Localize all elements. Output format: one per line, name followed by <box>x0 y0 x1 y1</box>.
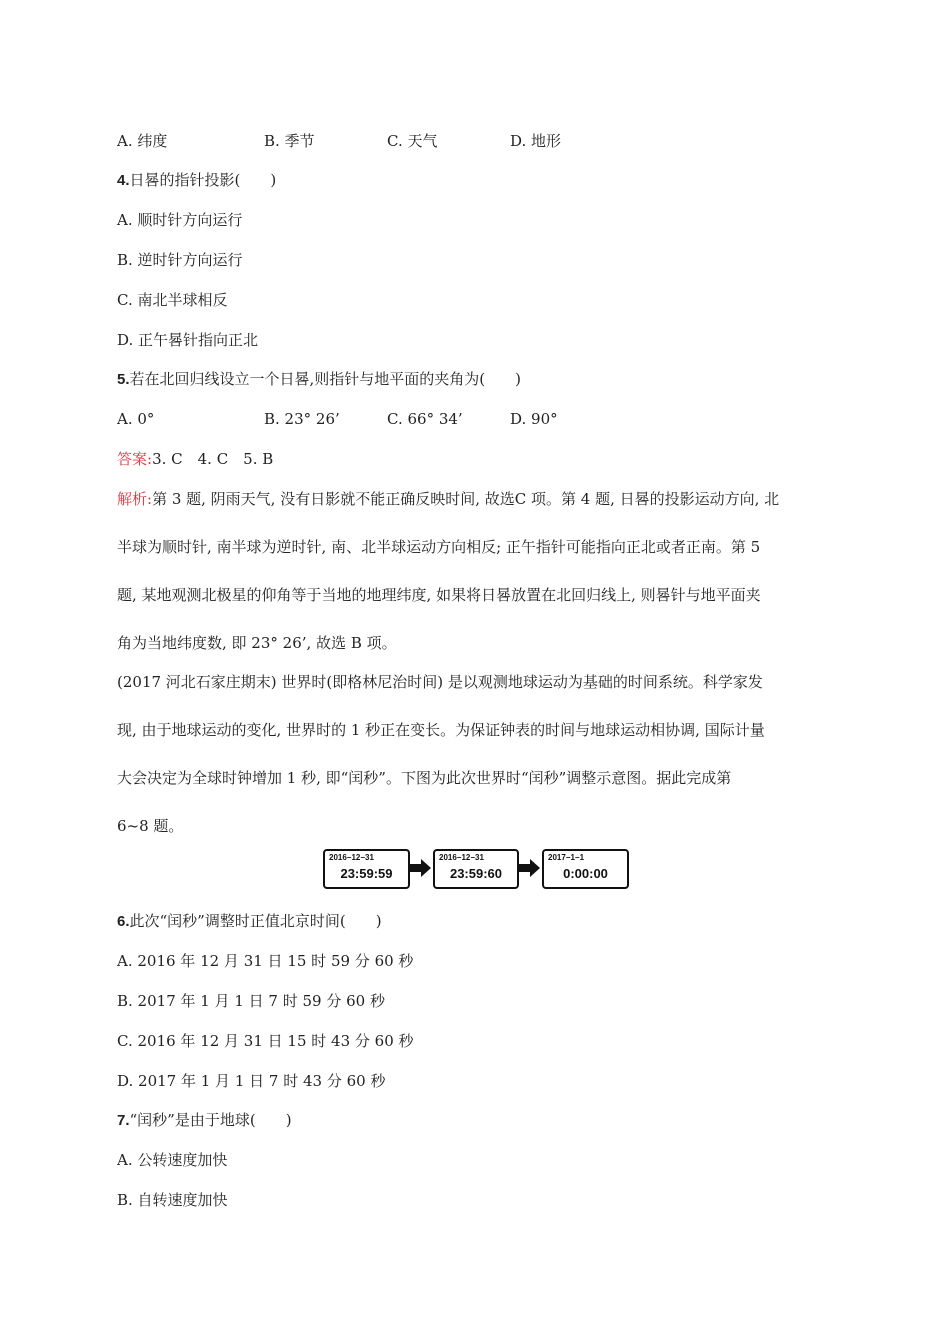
analysis-line-1 <box>117 489 833 509</box>
q5-stem <box>117 369 521 390</box>
q7-text: “闰秒”是由于地球( ) <box>129 1111 292 1129</box>
arrow-right-icon <box>408 858 432 878</box>
q7-option-a: A. 公转速度加快 <box>117 1151 228 1169</box>
analysis-text-1: 第 3 题, 阴雨天气, 没有日影就不能正确反映时间, 故选C 项。第 4 题, 日晷的投影运动方向, 北 <box>152 490 780 508</box>
q4-text: 日晷的指针投影( ) <box>129 171 277 189</box>
analysis-line-3: 题, 某地观测北极星的仰角等于当地的地理纬度, 如果将日晷放置在北回归线上, 则晷针与地平面夹 <box>117 586 761 604</box>
q4-stem <box>117 170 276 191</box>
q6-option-d: D. 2017 年 1 月 1 日 7 时 43 分 60 秒 <box>117 1072 386 1090</box>
clock-2-date: 2016−12−31 <box>439 853 484 862</box>
q5-option-a: A. 0° <box>117 410 155 428</box>
q6-option-a: A. 2016 年 12 月 31 日 15 时 59 分 60 秒 <box>117 952 414 970</box>
passage-line-3: 大会决定为全球时钟增加 1 秒, 即“闰秒”。下图为此次世界时“闰秒”调整示意图。据此完成第 <box>117 769 732 787</box>
q7-stem <box>117 1110 292 1131</box>
q7-number: 7. <box>117 1112 130 1129</box>
passage-line-2: 现, 由于地球运动的变化, 世界时的 1 秒正在变长。为保证钟表的时间与地球运动相协调, 国际计量 <box>117 721 765 739</box>
q5-text: 若在北回归线设立一个日晷,则指针与地平面的夹角为( ) <box>129 370 521 388</box>
clock-1-time: 23:59:59 <box>340 866 393 881</box>
q5-number: 5. <box>117 371 130 388</box>
q5-option-d: D. 90° <box>510 410 558 428</box>
analysis-line-2: 半球为顺时针, 南半球为逆时针, 南、北半球运动方向相反; 正午指针可能指向正北或者正南。第 5 <box>117 538 761 556</box>
answer-label: 答案: <box>117 450 153 468</box>
q4-option-a: A. 顺时针方向运行 <box>117 211 243 229</box>
passage-line-4: 6~8 题。 <box>117 817 184 835</box>
arrow-right-icon <box>517 858 541 878</box>
answer-text: 3. C 4. C 5. B <box>152 450 274 468</box>
q4-number: 4. <box>117 172 130 189</box>
q4-option-c: C. 南北半球相反 <box>117 291 228 309</box>
q6-option-c: C. 2016 年 12 月 31 日 15 时 43 分 60 秒 <box>117 1032 414 1050</box>
passage-line-1: (2017 河北石家庄期末) 世界时(即格林尼治时间) 是以观测地球运动为基础的时间系统。科学家发 <box>117 673 763 691</box>
q3-option-a: A. 纬度 <box>117 132 168 150</box>
clock-box-2 <box>433 849 519 889</box>
q5-option-c: C. 66° 34’ <box>387 410 463 428</box>
analysis-label: 解析: <box>117 490 153 508</box>
q6-stem <box>117 911 382 932</box>
clock-box-1 <box>323 849 410 889</box>
clock-1-date: 2016−12−31 <box>329 853 374 862</box>
clock-3-date: 2017−1−1 <box>548 853 585 862</box>
q4-option-d: D. 正午晷针指向正北 <box>117 331 259 349</box>
q4-option-b: B. 逆时针方向运行 <box>117 251 243 269</box>
answer-line <box>117 449 273 469</box>
clock-box-3 <box>542 849 629 889</box>
q7-option-b: B. 自转速度加快 <box>117 1191 228 1209</box>
clock-3-time: 0:00:00 <box>563 866 608 881</box>
q3-option-c: C. 天气 <box>387 132 438 150</box>
q6-option-b: B. 2017 年 1 月 1 日 7 时 59 分 60 秒 <box>117 992 385 1010</box>
q3-option-b: B. 季节 <box>264 132 315 150</box>
q5-option-b: B. 23° 26’ <box>264 410 340 428</box>
q6-number: 6. <box>117 913 130 930</box>
analysis-line-4: 角为当地纬度数, 即 23° 26’, 故选 B 项。 <box>117 634 397 652</box>
clock-2-time: 23:59:60 <box>449 866 503 881</box>
q6-text: 此次“闰秒”调整时正值北京时间( ) <box>129 912 382 930</box>
q3-option-d: D. 地形 <box>510 132 562 150</box>
